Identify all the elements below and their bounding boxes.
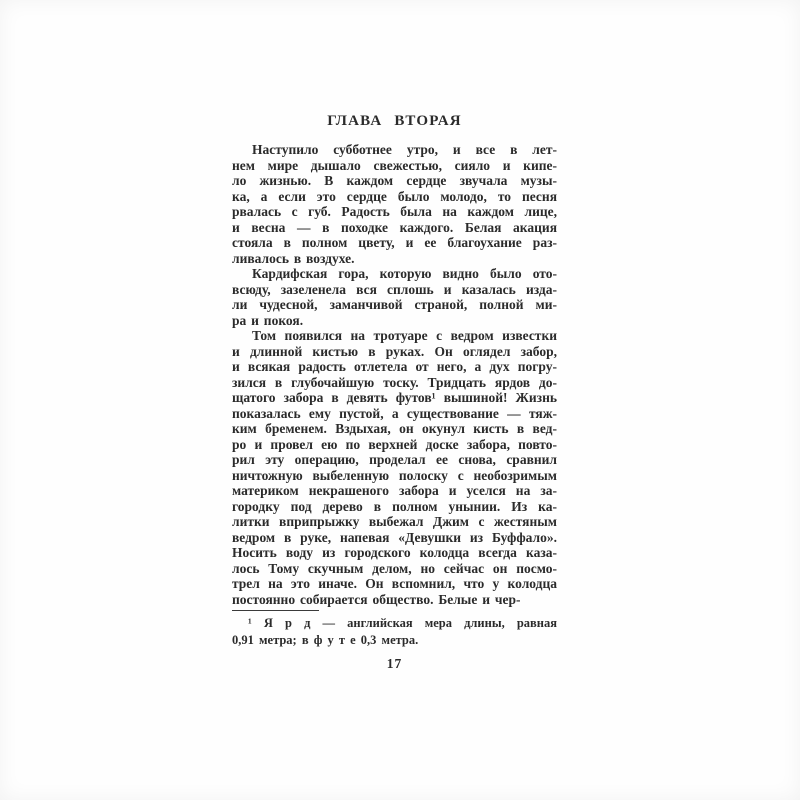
- body-text: [232, 142, 557, 607]
- footnote-text: [232, 615, 557, 649]
- text-line: литки вприпрыжку выбежал Джим с жестяным: [232, 514, 557, 529]
- text-line: и длинной кистью в руках. Он оглядел забор,: [232, 343, 557, 359]
- text-line: ли чудесной, заманчивой страной, полной ми-: [232, 297, 557, 312]
- text-line: ка, а если это сердце было молодо, то песня: [232, 188, 557, 204]
- text-line: ра и покоя.: [232, 312, 304, 328]
- text-line: щатого забора в девять футов¹ вышиной! Жизнь: [232, 390, 557, 405]
- text-line: показалась ему пустой, а существование — тяж-: [232, 405, 557, 421]
- text-line: 0,91 метра; в ф у т е 0,3 метра.: [232, 633, 419, 647]
- text-line: и весна — в походке каждого. Белая акация: [232, 219, 557, 235]
- text-line: городку под дерево в полном унынии. Из ка-: [232, 498, 557, 514]
- page-number: 17: [386, 656, 403, 671]
- text-line: ничтожную выбеленную полоску с необозримым: [232, 467, 557, 483]
- paragraph: [232, 266, 557, 328]
- footnote: [232, 610, 557, 649]
- text-line: ведром в руке, напевая «Девушки из Буффало».: [232, 529, 557, 545]
- text-line: нем мире дышало свежестью, сияло и кипе-: [232, 157, 557, 173]
- paragraph: [232, 142, 557, 266]
- text-line: всюду, зазеленела вся сплошь и казалась изда-: [232, 281, 557, 297]
- chapter-heading: ГЛАВА ВТОРАЯ: [327, 113, 462, 129]
- text-line: рвалась с губ. Радость была на каждом лице,: [232, 204, 557, 219]
- text-line: рил эту операцию, проделал ее снова, сравнил: [232, 452, 557, 467]
- text-line: ро и провел ею по верхней доске забора, повто-: [232, 436, 557, 452]
- text-line: ливалось в воздухе.: [232, 250, 355, 266]
- text-line: ло жизнью. В каждом сердце звучала музы-: [232, 173, 557, 188]
- text-line: зился в глубочайшую тоску. Тридцать ярдов до-: [232, 374, 557, 390]
- paragraph: [232, 328, 557, 607]
- text-line: Том появился на тротуаре с ведром известки: [252, 328, 557, 343]
- text-line: Кардифская гора, которую видно было ото-: [252, 266, 557, 281]
- text-line: Носить воду из городского колодца всегда каза-: [232, 545, 557, 560]
- text-line: трел на это иначе. Он вспомнил, что у колодца: [232, 576, 557, 591]
- text-line: ¹ Я р д — английская мера длины, равная: [248, 616, 557, 630]
- text-line: стояла в полном цвету, и ее благоухание раз-: [232, 235, 557, 250]
- text-line: материком некрашеного забора и уселся на за-: [232, 483, 557, 498]
- text-line: ким бременем. Вздыхая, он окунул кисть в вед-: [232, 421, 557, 436]
- footnote-divider: [232, 610, 319, 611]
- text-line: постоянно собирается общество. Белые и чер-: [232, 591, 521, 607]
- text-line: Наступило субботнее утро, и все в лет-: [252, 142, 557, 157]
- page-content: [232, 112, 557, 649]
- text-line: лось Тому скучным делом, но сейчас он посмо-: [232, 560, 557, 576]
- text-line: и всякая радость отлетела от него, а дух погру-: [232, 359, 557, 374]
